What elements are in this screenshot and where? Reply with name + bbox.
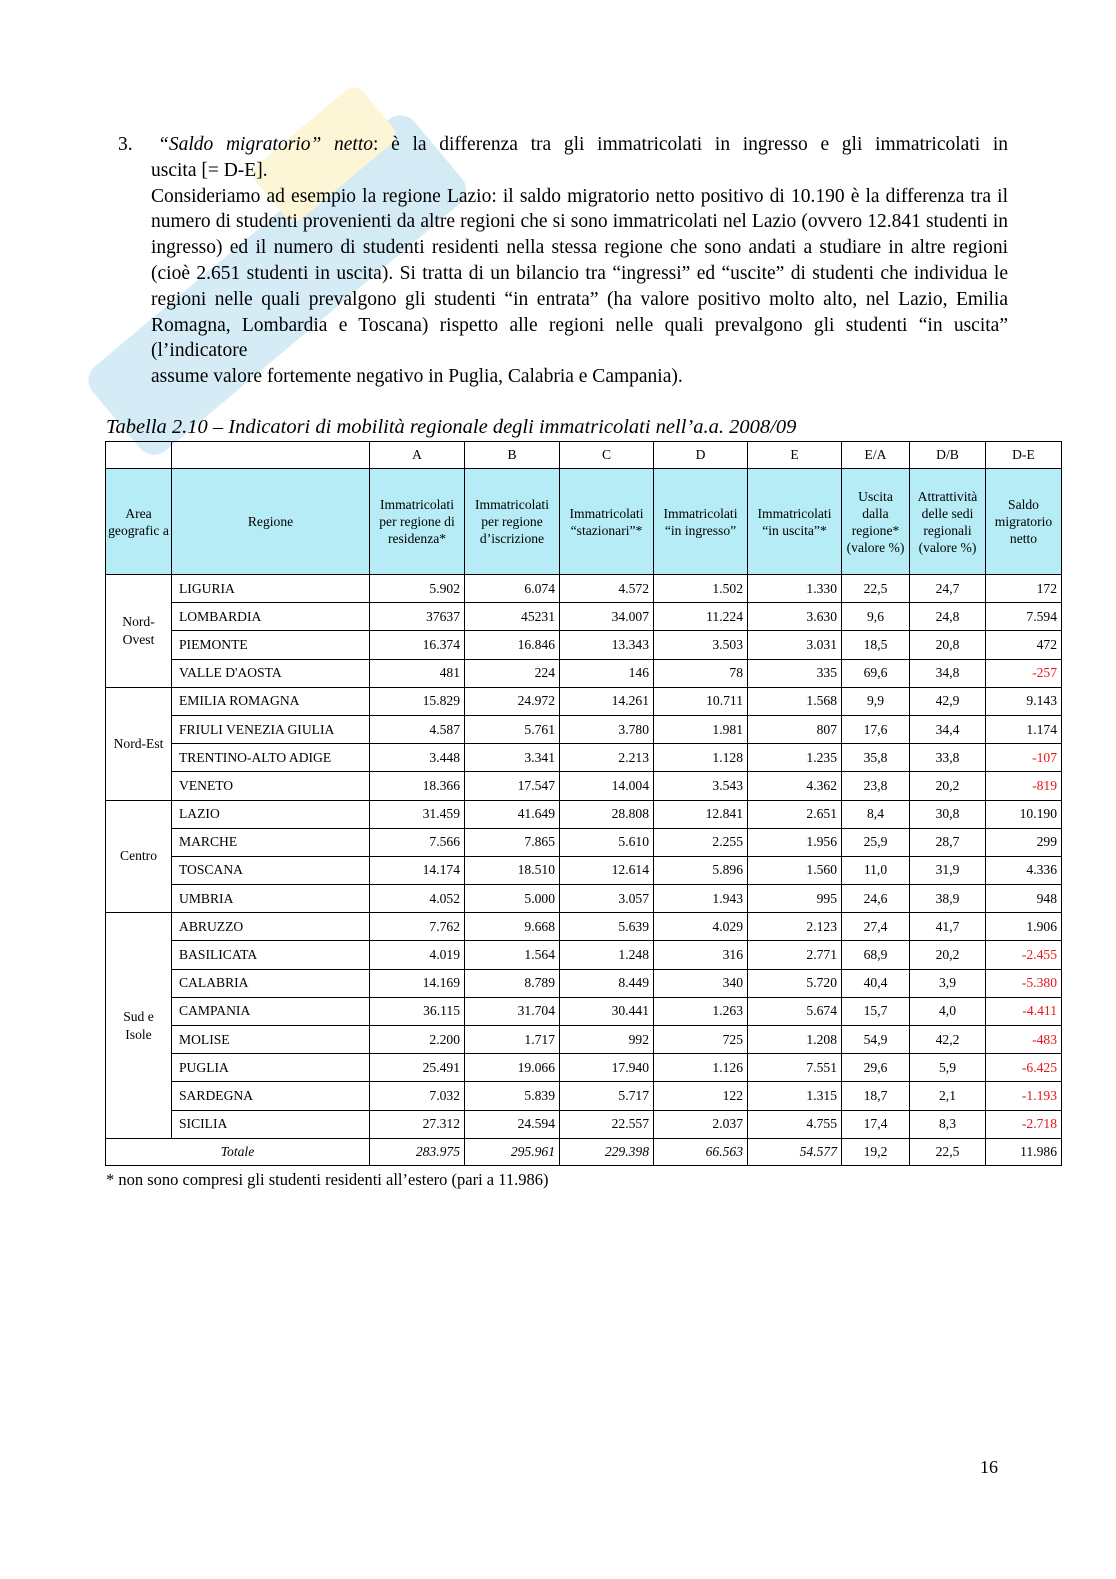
table-row (106, 997, 1062, 1025)
col-letter: D-E (986, 442, 1062, 469)
cell-c: 5.610 (560, 828, 654, 856)
cell-e: 335 (748, 659, 842, 687)
cell-c: 4.572 (560, 575, 654, 603)
cell-de: 299 (986, 828, 1062, 856)
cell-b: 41.649 (465, 800, 560, 828)
table-row (106, 659, 1062, 687)
cell-db: 34,8 (910, 659, 986, 687)
cell-de: 4.336 (986, 856, 1062, 884)
cell-a: 4.052 (370, 885, 465, 913)
cell-region: TOSCANA (172, 856, 370, 884)
total-de: 11.986 (986, 1138, 1062, 1165)
cell-de: 1.906 (986, 913, 1062, 941)
total-b: 295.961 (465, 1138, 560, 1165)
area-cell-sud: Sud e Isole (106, 913, 172, 1139)
blank-cell (172, 442, 370, 469)
cell-c: 34.007 (560, 603, 654, 631)
cell-ea: 69,6 (842, 659, 910, 687)
total-label: Totale (106, 1138, 370, 1165)
cell-ea: 18,5 (842, 631, 910, 659)
cell-de: -107 (986, 744, 1062, 772)
cell-ea: 18,7 (842, 1082, 910, 1110)
cell-d: 2.037 (654, 1110, 748, 1138)
total-row (106, 1138, 1062, 1165)
cell-e: 807 (748, 715, 842, 743)
explanation-paragraph (118, 184, 1008, 390)
table-caption: Tabella 2.10 – Indicatori di mobilità regionale degli immatricolati nell’a.a. 2008/09 (106, 416, 797, 438)
cell-d: 725 (654, 1026, 748, 1054)
cell-e: 1.235 (748, 744, 842, 772)
header-e: Immatricolati “in uscita”* (748, 469, 842, 575)
cell-region: TRENTINO-ALTO ADIGE (172, 744, 370, 772)
cell-d: 12.841 (654, 800, 748, 828)
cell-a: 481 (370, 659, 465, 687)
table-row (106, 631, 1062, 659)
table-row (106, 603, 1062, 631)
table-row (106, 800, 1062, 828)
table-row (106, 856, 1062, 884)
column-letters-row (106, 442, 1062, 469)
cell-ea: 68,9 (842, 941, 910, 969)
cell-a: 7.762 (370, 913, 465, 941)
cell-db: 2,1 (910, 1082, 986, 1110)
cell-d: 1.943 (654, 885, 748, 913)
header-de: Saldo migratorio netto (986, 469, 1062, 575)
cell-db: 20,2 (910, 941, 986, 969)
cell-b: 6.074 (465, 575, 560, 603)
cell-ea: 22,5 (842, 575, 910, 603)
cell-c: 3.780 (560, 715, 654, 743)
cell-b: 224 (465, 659, 560, 687)
table-row (106, 941, 1062, 969)
cell-b: 19.066 (465, 1054, 560, 1082)
cell-a: 31.459 (370, 800, 465, 828)
cell-d: 1.128 (654, 744, 748, 772)
area-cell-nord-est: Nord-Est (106, 687, 172, 800)
cell-b: 3.341 (465, 744, 560, 772)
cell-d: 3.543 (654, 772, 748, 800)
cell-a: 25.491 (370, 1054, 465, 1082)
cell-a: 36.115 (370, 997, 465, 1025)
cell-b: 5.000 (465, 885, 560, 913)
cell-c: 5.639 (560, 913, 654, 941)
cell-e: 2.771 (748, 941, 842, 969)
cell-d: 316 (654, 941, 748, 969)
cell-e: 1.208 (748, 1026, 842, 1054)
explanation-text: Consideriamo ad esempio la regione Lazio: il saldo migratorio netto positivo di 10.190 è la differenza tra il numero di studenti provenienti da altre regioni che si sono immatricolati nel Lazio (ovvero 12.841 studenti in ingresso) ed il numero di studenti residenti nella stessa regione che sono andati a studiare in altre regioni (cioè 2.651 studenti in uscita). Si tratta di un bilancio tra “ingressi” ed “uscite” di studenti che individua le regioni nelle quali prevalgono gli studenti “in entrata” (ha valore positivo molto alto, nel Lazio, Emilia Romagna, Lombardia e Toscana) rispetto alle regioni nelle quali prevalgono gli studenti “in uscita” (l’indicatore (151, 185, 1008, 362)
table-row (106, 772, 1062, 800)
cell-a: 37637 (370, 603, 465, 631)
total-ea: 19,2 (842, 1138, 910, 1165)
cell-e: 1.330 (748, 575, 842, 603)
cell-e: 3.031 (748, 631, 842, 659)
total-e: 54.577 (748, 1138, 842, 1165)
cell-b: 17.547 (465, 772, 560, 800)
cell-a: 5.902 (370, 575, 465, 603)
cell-region: MARCHE (172, 828, 370, 856)
area-cell-centro: Centro (106, 800, 172, 913)
cell-db: 34,4 (910, 715, 986, 743)
header-b: Immatricolati per regione d’iscrizione (465, 469, 560, 575)
cell-e: 1.315 (748, 1082, 842, 1110)
col-letter: B (465, 442, 560, 469)
blank-cell (106, 442, 172, 469)
cell-e: 4.362 (748, 772, 842, 800)
cell-c: 17.940 (560, 1054, 654, 1082)
cell-b: 5.761 (465, 715, 560, 743)
col-letter: C (560, 442, 654, 469)
cell-a: 27.312 (370, 1110, 465, 1138)
total-a: 283.975 (370, 1138, 465, 1165)
item-first-line (118, 132, 1008, 158)
cell-b: 7.865 (465, 828, 560, 856)
header-c: Immatricolati “stazionari”* (560, 469, 654, 575)
cell-c: 12.614 (560, 856, 654, 884)
cell-ea: 8,4 (842, 800, 910, 828)
cell-region: PIEMONTE (172, 631, 370, 659)
cell-a: 7.566 (370, 828, 465, 856)
cell-region: LIGURIA (172, 575, 370, 603)
cell-b: 1.717 (465, 1026, 560, 1054)
cell-d: 1.263 (654, 997, 748, 1025)
list-item-saldo (118, 132, 1008, 390)
table-row (106, 913, 1062, 941)
cell-ea: 17,6 (842, 715, 910, 743)
cell-de: -5.380 (986, 969, 1062, 997)
cell-db: 30,8 (910, 800, 986, 828)
col-letter: E (748, 442, 842, 469)
cell-b: 45231 (465, 603, 560, 631)
cell-db: 24,8 (910, 603, 986, 631)
cell-b: 9.668 (465, 913, 560, 941)
cell-region: ABRUZZO (172, 913, 370, 941)
cell-d: 10.711 (654, 687, 748, 715)
cell-ea: 35,8 (842, 744, 910, 772)
mobility-table (105, 441, 1062, 1166)
cell-de: 7.594 (986, 603, 1062, 631)
table-row (106, 1026, 1062, 1054)
cell-ea: 27,4 (842, 913, 910, 941)
cell-db: 42,9 (910, 687, 986, 715)
cell-region: FRIULI VENEZIA GIULIA (172, 715, 370, 743)
table-row (106, 1110, 1062, 1138)
cell-region: EMILIA ROMAGNA (172, 687, 370, 715)
cell-db: 33,8 (910, 744, 986, 772)
cell-c: 2.213 (560, 744, 654, 772)
cell-e: 2.651 (748, 800, 842, 828)
cell-b: 8.789 (465, 969, 560, 997)
table-row (106, 715, 1062, 743)
cell-e: 995 (748, 885, 842, 913)
table-row (106, 969, 1062, 997)
cell-region: CALABRIA (172, 969, 370, 997)
cell-a: 15.829 (370, 687, 465, 715)
table-row (106, 687, 1062, 715)
cell-c: 22.557 (560, 1110, 654, 1138)
cell-a: 14.169 (370, 969, 465, 997)
cell-d: 11.224 (654, 603, 748, 631)
header-ea: Uscita dalla regione* (valore %) (842, 469, 910, 575)
cell-c: 28.808 (560, 800, 654, 828)
cell-d: 3.503 (654, 631, 748, 659)
cell-c: 13.343 (560, 631, 654, 659)
cell-c: 5.717 (560, 1082, 654, 1110)
cell-ea: 23,8 (842, 772, 910, 800)
explanation-last-line: assume valore fortemente negativo in Puglia, Calabria e Campania). (151, 366, 683, 388)
cell-d: 1.126 (654, 1054, 748, 1082)
col-letter: D/B (910, 442, 986, 469)
table-footnote: * non sono compresi gli studenti residenti all’estero (pari a 11.986) (106, 1170, 549, 1189)
cell-c: 3.057 (560, 885, 654, 913)
cell-a: 7.032 (370, 1082, 465, 1110)
cell-ea: 25,9 (842, 828, 910, 856)
cell-b: 24.594 (465, 1110, 560, 1138)
cell-de: -2.455 (986, 941, 1062, 969)
cell-a: 2.200 (370, 1026, 465, 1054)
cell-ea: 24,6 (842, 885, 910, 913)
cell-de: 1.174 (986, 715, 1062, 743)
cell-e: 7.551 (748, 1054, 842, 1082)
cell-ea: 9,9 (842, 687, 910, 715)
header-region: Regione (172, 469, 370, 575)
column-header-row (106, 469, 1062, 575)
cell-db: 4,0 (910, 997, 986, 1025)
cell-region: VALLE D'AOSTA (172, 659, 370, 687)
cell-e: 4.755 (748, 1110, 842, 1138)
cell-ea: 29,6 (842, 1054, 910, 1082)
cell-db: 3,9 (910, 969, 986, 997)
cell-a: 4.587 (370, 715, 465, 743)
cell-db: 28,7 (910, 828, 986, 856)
cell-d: 340 (654, 969, 748, 997)
cell-b: 31.704 (465, 997, 560, 1025)
cell-b: 5.839 (465, 1082, 560, 1110)
cell-region: BASILICATA (172, 941, 370, 969)
cell-e: 1.560 (748, 856, 842, 884)
page-number: 16 (980, 1457, 998, 1477)
cell-db: 41,7 (910, 913, 986, 941)
cell-de: -257 (986, 659, 1062, 687)
cell-b: 24.972 (465, 687, 560, 715)
cell-de: -819 (986, 772, 1062, 800)
cell-de: 948 (986, 885, 1062, 913)
header-area: Area geografic a (106, 469, 172, 575)
cell-db: 20,8 (910, 631, 986, 659)
header-d: Immatricolati “in ingresso” (654, 469, 748, 575)
header-a: Immatricolati per regione di residenza* (370, 469, 465, 575)
cell-a: 14.174 (370, 856, 465, 884)
cell-c: 1.248 (560, 941, 654, 969)
table-row (106, 1082, 1062, 1110)
cell-de: 10.190 (986, 800, 1062, 828)
cell-a: 16.374 (370, 631, 465, 659)
cell-d: 78 (654, 659, 748, 687)
cell-region: LAZIO (172, 800, 370, 828)
cell-region: MOLISE (172, 1026, 370, 1054)
cell-c: 14.261 (560, 687, 654, 715)
cell-ea: 15,7 (842, 997, 910, 1025)
cell-db: 38,9 (910, 885, 986, 913)
header-db: Attrattività delle sedi regionali (valore %) (910, 469, 986, 575)
cell-de: -483 (986, 1026, 1062, 1054)
cell-de: -4.411 (986, 997, 1062, 1025)
cell-e: 1.956 (748, 828, 842, 856)
total-d: 66.563 (654, 1138, 748, 1165)
area-cell-nord-ovest: Nord- Ovest (106, 575, 172, 688)
cell-db: 42,2 (910, 1026, 986, 1054)
list-number: 3. (118, 134, 133, 155)
definition-line-2: uscita [= D-E]. (151, 159, 268, 181)
cell-ea: 40,4 (842, 969, 910, 997)
cell-de: -1.193 (986, 1082, 1062, 1110)
cell-de: 172 (986, 575, 1062, 603)
cell-de: -2.718 (986, 1110, 1062, 1138)
cell-ea: 17,4 (842, 1110, 910, 1138)
cell-d: 1.981 (654, 715, 748, 743)
cell-d: 1.502 (654, 575, 748, 603)
cell-c: 14.004 (560, 772, 654, 800)
cell-a: 4.019 (370, 941, 465, 969)
cell-e: 1.568 (748, 687, 842, 715)
cell-a: 18.366 (370, 772, 465, 800)
cell-b: 18.510 (465, 856, 560, 884)
cell-region: SICILIA (172, 1110, 370, 1138)
cell-region: UMBRIA (172, 885, 370, 913)
cell-c: 992 (560, 1026, 654, 1054)
definition-line-1: : è la differenza tra gli immatricolati in ingresso e gli immatricolati in (373, 134, 1008, 155)
cell-b: 1.564 (465, 941, 560, 969)
cell-ea: 9,6 (842, 603, 910, 631)
cell-b: 16.846 (465, 631, 560, 659)
cell-de: 9.143 (986, 687, 1062, 715)
cell-c: 30.441 (560, 997, 654, 1025)
table-row (106, 744, 1062, 772)
cell-db: 20,2 (910, 772, 986, 800)
cell-e: 5.720 (748, 969, 842, 997)
table-row (106, 1054, 1062, 1082)
total-c: 229.398 (560, 1138, 654, 1165)
cell-c: 146 (560, 659, 654, 687)
cell-region: PUGLIA (172, 1054, 370, 1082)
cell-d: 2.255 (654, 828, 748, 856)
cell-e: 3.630 (748, 603, 842, 631)
cell-de: -6.425 (986, 1054, 1062, 1082)
term-saldo-migratorio: “Saldo migratorio” netto (158, 134, 374, 155)
cell-db: 8,3 (910, 1110, 986, 1138)
cell-region: SARDEGNA (172, 1082, 370, 1110)
cell-c: 8.449 (560, 969, 654, 997)
cell-d: 4.029 (654, 913, 748, 941)
col-letter: D (654, 442, 748, 469)
total-db: 22,5 (910, 1138, 986, 1165)
table-row (106, 575, 1062, 603)
col-letter: E/A (842, 442, 910, 469)
cell-d: 122 (654, 1082, 748, 1110)
cell-region: VENETO (172, 772, 370, 800)
cell-d: 5.896 (654, 856, 748, 884)
cell-e: 5.674 (748, 997, 842, 1025)
cell-ea: 54,9 (842, 1026, 910, 1054)
col-letter: A (370, 442, 465, 469)
table-row (106, 885, 1062, 913)
cell-de: 472 (986, 631, 1062, 659)
cell-e: 2.123 (748, 913, 842, 941)
cell-ea: 11,0 (842, 856, 910, 884)
table-row (106, 828, 1062, 856)
cell-region: LOMBARDIA (172, 603, 370, 631)
cell-a: 3.448 (370, 744, 465, 772)
cell-db: 5,9 (910, 1054, 986, 1082)
cell-db: 24,7 (910, 575, 986, 603)
cell-db: 31,9 (910, 856, 986, 884)
cell-region: CAMPANIA (172, 997, 370, 1025)
